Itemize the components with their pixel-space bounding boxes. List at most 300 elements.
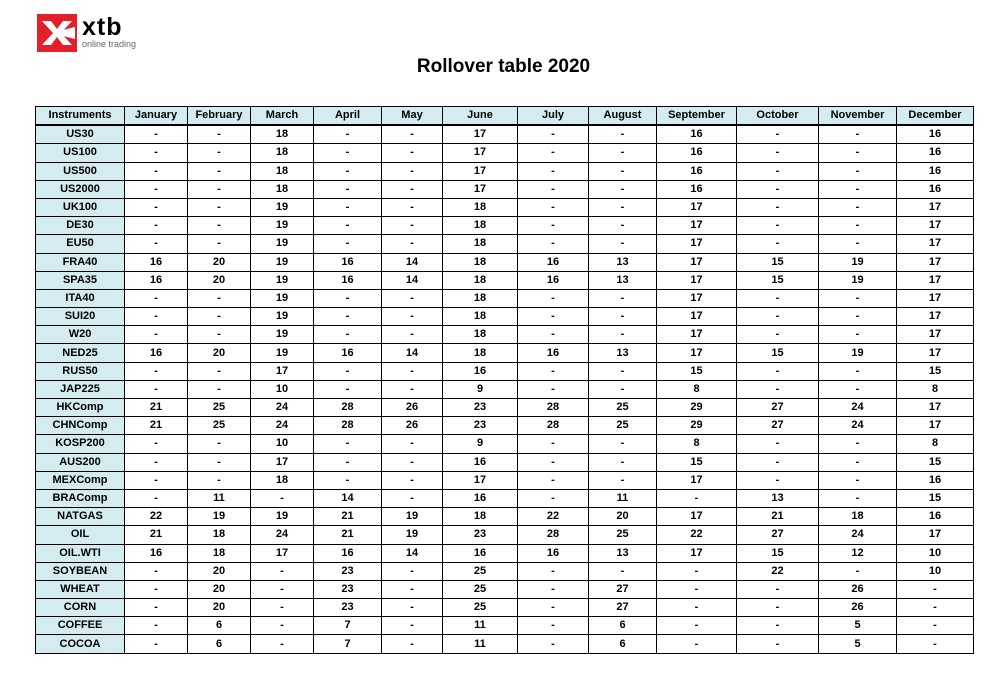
rollover-day-cell: - [382,471,443,489]
rollover-day-cell: 17 [897,289,974,307]
rollover-day-cell: 28 [314,417,382,435]
rollover-day-cell: 8 [657,435,737,453]
rollover-day-cell: - [382,380,443,398]
instrument-name: KOSP200 [36,435,125,453]
rollover-day-cell: - [314,144,382,162]
rollover-day-cell: 17 [657,471,737,489]
rollover-day-cell: 10 [897,544,974,562]
rollover-day-cell: 17 [443,471,518,489]
rollover-day-cell: 27 [589,599,657,617]
brand-name: xtb [82,13,123,41]
rollover-day-cell: - [737,180,819,198]
rollover-day-cell: 6 [188,635,251,653]
rollover-day-cell: 24 [251,417,314,435]
rollover-day-cell: 14 [382,271,443,289]
rollover-day-cell: - [819,308,897,326]
rollover-day-cell: - [188,326,251,344]
rollover-day-cell: 16 [125,253,188,271]
rollover-day-cell: 21 [314,526,382,544]
rollover-day-cell: - [657,599,737,617]
column-header-february: February [188,107,251,126]
rollover-day-cell: 23 [314,599,382,617]
instrument-name: JAP225 [36,380,125,398]
rollover-day-cell: - [382,453,443,471]
instrument-name: US30 [36,125,125,144]
rollover-day-cell: 29 [657,399,737,417]
rollover-day-cell: - [819,453,897,471]
rollover-day-cell: 16 [443,489,518,507]
rollover-day-cell: - [314,235,382,253]
rollover-day-cell: 17 [443,125,518,144]
instrument-name: OIL [36,526,125,544]
rollover-day-cell: 18 [443,271,518,289]
rollover-day-cell: 25 [188,417,251,435]
rollover-day-cell: 16 [443,362,518,380]
rollover-day-cell: 19 [251,326,314,344]
rollover-day-cell: 20 [188,580,251,598]
rollover-day-cell: 23 [314,562,382,580]
rollover-day-cell: - [589,235,657,253]
rollover-day-cell: - [251,617,314,635]
rollover-day-cell: 18 [819,508,897,526]
rollover-day-cell: - [589,380,657,398]
instrument-name: CORN [36,599,125,617]
instrument-name: RUS50 [36,362,125,380]
rollover-day-cell: 27 [737,399,819,417]
rollover-day-cell: 19 [819,344,897,362]
rollover-day-cell: - [314,125,382,144]
rollover-day-cell: - [819,217,897,235]
table-row [36,635,974,653]
rollover-day-cell: 17 [897,399,974,417]
rollover-day-cell: 16 [897,162,974,180]
rollover-day-cell: 18 [251,162,314,180]
rollover-day-cell: - [188,453,251,471]
rollover-day-cell: 17 [657,198,737,216]
rollover-day-cell: 20 [589,508,657,526]
rollover-day-cell: - [589,453,657,471]
rollover-day-cell: 25 [443,562,518,580]
rollover-day-cell: 5 [819,635,897,653]
rollover-day-cell: 15 [657,453,737,471]
rollover-day-cell: 16 [518,271,589,289]
rollover-day-cell: 17 [657,544,737,562]
table-row [36,162,974,180]
rollover-day-cell: 25 [188,399,251,417]
rollover-day-cell: - [819,435,897,453]
rollover-day-cell: 18 [443,326,518,344]
instrument-name: US2000 [36,180,125,198]
rollover-day-cell: 14 [382,253,443,271]
rollover-day-cell: - [589,471,657,489]
table-row [36,180,974,198]
rollover-day-cell: - [314,471,382,489]
rollover-day-cell: - [382,289,443,307]
column-header-november: November [819,107,897,126]
rollover-day-cell: 20 [188,344,251,362]
rollover-day-cell: 27 [589,580,657,598]
rollover-day-cell: 19 [382,508,443,526]
rollover-day-cell: - [125,180,188,198]
rollover-day-cell: 11 [188,489,251,507]
rollover-day-cell: - [657,580,737,598]
rollover-day-cell: 13 [589,544,657,562]
rollover-day-cell: - [188,198,251,216]
xtb-logo [37,14,136,52]
page-title: Rollover table 2020 [416,56,591,77]
rollover-day-cell: - [125,125,188,144]
rollover-day-cell: 16 [897,180,974,198]
rollover-day-cell: - [382,308,443,326]
table-row [36,289,974,307]
rollover-day-cell: 9 [443,380,518,398]
rollover-day-cell: 18 [251,180,314,198]
table-row [36,599,974,617]
rollover-day-cell: - [188,125,251,144]
rollover-day-cell: - [125,617,188,635]
rollover-day-cell: - [518,599,589,617]
rollover-day-cell: 17 [897,217,974,235]
rollover-day-cell: - [737,162,819,180]
rollover-day-cell: 26 [382,399,443,417]
rollover-day-cell: 16 [314,253,382,271]
table-row [36,271,974,289]
rollover-day-cell: - [897,635,974,653]
rollover-day-cell: 22 [518,508,589,526]
rollover-day-cell: 14 [382,344,443,362]
rollover-day-cell: - [589,144,657,162]
rollover-day-cell: 17 [657,308,737,326]
rollover-day-cell: 16 [897,125,974,144]
rollover-day-cell: - [188,162,251,180]
rollover-day-cell: - [737,144,819,162]
rollover-day-cell: - [589,308,657,326]
rollover-day-cell: 16 [518,344,589,362]
rollover-day-cell: - [819,362,897,380]
rollover-day-cell: - [518,198,589,216]
rollover-day-cell: 17 [657,253,737,271]
table-row [36,471,974,489]
rollover-day-cell: 18 [443,308,518,326]
rollover-day-cell: - [251,580,314,598]
rollover-day-cell: 17 [897,344,974,362]
table-row [36,489,974,507]
table-row [36,344,974,362]
rollover-day-cell: 11 [443,617,518,635]
rollover-day-cell: - [188,144,251,162]
column-header-instruments: Instruments [36,107,125,126]
table-row [36,562,974,580]
rollover-day-cell: 21 [125,399,188,417]
rollover-day-cell: 16 [897,144,974,162]
rollover-day-cell: - [382,580,443,598]
rollover-day-cell: - [589,435,657,453]
instrument-name: DE30 [36,217,125,235]
column-header-october: October [737,107,819,126]
table-row [36,144,974,162]
instrument-name: COFFEE [36,617,125,635]
rollover-day-cell: - [125,489,188,507]
rollover-day-cell: - [518,217,589,235]
instrument-name: SPA35 [36,271,125,289]
rollover-day-cell: - [518,162,589,180]
table-row [36,326,974,344]
rollover-day-cell: 19 [819,271,897,289]
rollover-day-cell: 24 [819,399,897,417]
rollover-day-cell: - [125,380,188,398]
rollover-day-cell: - [251,599,314,617]
rollover-day-cell: 17 [897,526,974,544]
rollover-day-cell: - [251,562,314,580]
rollover-day-cell: 21 [125,417,188,435]
rollover-day-cell: 18 [443,198,518,216]
rollover-day-cell: 13 [589,344,657,362]
rollover-day-cell: 6 [589,635,657,653]
rollover-day-cell: 22 [125,508,188,526]
rollover-day-cell: 21 [737,508,819,526]
instrument-name: SUI20 [36,308,125,326]
rollover-day-cell: - [188,308,251,326]
rollover-day-cell: - [737,471,819,489]
rollover-day-cell: - [125,453,188,471]
rollover-day-cell: 23 [443,399,518,417]
instrument-name: WHEAT [36,580,125,598]
rollover-day-cell: - [314,326,382,344]
rollover-day-cell: 13 [589,253,657,271]
rollover-day-cell: - [518,326,589,344]
rollover-day-cell: 16 [657,144,737,162]
rollover-day-cell: 29 [657,417,737,435]
rollover-day-cell: 28 [518,399,589,417]
rollover-day-cell: - [382,125,443,144]
rollover-day-cell: - [518,125,589,144]
rollover-day-cell: - [897,580,974,598]
rollover-day-cell: 16 [125,344,188,362]
column-header-july: July [518,107,589,126]
rollover-day-cell: - [314,198,382,216]
rollover-day-cell: 19 [819,253,897,271]
rollover-day-cell: - [125,362,188,380]
rollover-day-cell: 18 [251,125,314,144]
rollover-day-cell: - [314,453,382,471]
rollover-day-cell: - [125,599,188,617]
rollover-day-cell: - [314,180,382,198]
instrument-name: SOYBEAN [36,562,125,580]
instrument-name: FRA40 [36,253,125,271]
rollover-day-cell: 16 [443,544,518,562]
rollover-day-cell: 27 [737,417,819,435]
rollover-day-cell: - [188,435,251,453]
rollover-day-cell: 14 [382,544,443,562]
rollover-day-cell: - [125,435,188,453]
instrument-name: COCOA [36,635,125,653]
rollover-day-cell: - [382,180,443,198]
rollover-day-cell: - [737,453,819,471]
rollover-day-cell: 25 [443,599,518,617]
rollover-day-cell: - [125,198,188,216]
rollover-day-cell: 24 [251,526,314,544]
rollover-day-cell: 16 [897,508,974,526]
rollover-day-cell: 16 [443,453,518,471]
rollover-day-cell: 25 [589,526,657,544]
column-header-april: April [314,107,382,126]
rollover-day-cell: - [657,635,737,653]
rollover-table [35,106,974,654]
rollover-day-cell: - [737,380,819,398]
rollover-day-cell: - [314,217,382,235]
instrument-name: UK100 [36,198,125,216]
rollover-day-cell: - [125,162,188,180]
rollover-day-cell: 19 [251,198,314,216]
rollover-day-cell: - [819,289,897,307]
rollover-day-cell: 18 [188,544,251,562]
rollover-day-cell: - [125,562,188,580]
rollover-day-cell: 15 [897,362,974,380]
column-header-march: March [251,107,314,126]
rollover-day-cell: 10 [251,435,314,453]
rollover-day-cell: 7 [314,635,382,653]
rollover-day-cell: 14 [314,489,382,507]
rollover-day-cell: 15 [897,453,974,471]
rollover-day-cell: 25 [589,417,657,435]
rollover-day-cell: 19 [251,253,314,271]
rollover-day-cell: - [589,180,657,198]
rollover-day-cell: - [657,617,737,635]
rollover-day-cell: - [589,125,657,144]
table-row [36,399,974,417]
rollover-day-cell: - [589,562,657,580]
rollover-day-cell: 16 [518,544,589,562]
table-row [36,453,974,471]
rollover-day-cell: - [737,198,819,216]
rollover-day-cell: 16 [314,544,382,562]
rollover-day-cell: - [314,289,382,307]
table-row [36,435,974,453]
rollover-day-cell: - [518,471,589,489]
rollover-day-cell: 19 [251,344,314,362]
rollover-day-cell: 15 [737,253,819,271]
rollover-day-cell: - [589,326,657,344]
rollover-day-cell: 18 [251,471,314,489]
rollover-day-cell: 17 [657,271,737,289]
rollover-day-cell: 25 [443,580,518,598]
rollover-day-cell: - [188,362,251,380]
rollover-day-cell: - [819,380,897,398]
rollover-day-cell: - [737,125,819,144]
rollover-day-cell: - [518,489,589,507]
rollover-day-cell: 17 [251,453,314,471]
rollover-day-cell: 19 [382,526,443,544]
rollover-day-cell: 18 [443,235,518,253]
table-row [36,380,974,398]
rollover-day-cell: - [518,435,589,453]
rollover-day-cell: - [819,326,897,344]
rollover-day-cell: - [518,308,589,326]
rollover-day-cell: - [589,289,657,307]
rollover-day-cell: - [897,617,974,635]
table-row [36,125,974,144]
table-row [36,217,974,235]
rollover-day-cell: - [737,235,819,253]
rollover-day-cell: 27 [737,526,819,544]
table-row [36,526,974,544]
table-row [36,198,974,216]
rollover-day-cell: - [518,617,589,635]
rollover-day-cell: 15 [737,271,819,289]
rollover-day-cell: - [518,180,589,198]
rollover-day-cell: - [382,562,443,580]
rollover-day-cell: 17 [657,326,737,344]
rollover-day-cell: 7 [314,617,382,635]
rollover-day-cell: - [737,635,819,653]
rollover-day-cell: - [382,217,443,235]
rollover-day-cell: - [188,380,251,398]
rollover-day-cell: 16 [314,271,382,289]
rollover-day-cell: 17 [657,235,737,253]
rollover-day-cell: 23 [314,580,382,598]
rollover-day-cell: 8 [897,435,974,453]
rollover-day-cell: 24 [819,417,897,435]
rollover-day-cell: - [737,617,819,635]
rollover-day-cell: 16 [518,253,589,271]
rollover-day-cell: 28 [518,526,589,544]
rollover-day-cell: - [819,180,897,198]
rollover-day-cell: 22 [737,562,819,580]
rollover-day-cell: - [251,635,314,653]
rollover-day-cell: - [188,217,251,235]
rollover-day-cell: 8 [897,380,974,398]
rollover-day-cell: - [819,198,897,216]
rollover-day-cell: 5 [819,617,897,635]
rollover-day-cell: 16 [657,162,737,180]
instrument-name: MEXComp [36,471,125,489]
rollover-day-cell: - [518,635,589,653]
rollover-day-cell: 17 [657,344,737,362]
rollover-day-cell: 25 [589,399,657,417]
instrument-name: NED25 [36,344,125,362]
rollover-day-cell: 23 [443,417,518,435]
rollover-day-cell: 17 [251,362,314,380]
table-row [36,417,974,435]
rollover-day-cell: - [897,599,974,617]
instrument-name: EU50 [36,235,125,253]
rollover-day-cell: - [737,326,819,344]
rollover-day-cell: 26 [819,599,897,617]
rollover-day-cell: - [518,235,589,253]
rollover-day-cell: 6 [188,617,251,635]
rollover-day-cell: - [125,326,188,344]
rollover-day-cell: 18 [188,526,251,544]
rollover-day-cell: 16 [314,344,382,362]
rollover-day-cell: - [819,125,897,144]
rollover-day-cell: - [819,471,897,489]
rollover-day-cell: - [314,162,382,180]
rollover-day-cell: - [819,489,897,507]
rollover-day-cell: - [589,362,657,380]
rollover-day-cell: - [518,562,589,580]
rollover-day-cell: 10 [251,380,314,398]
rollover-day-cell: - [589,217,657,235]
rollover-day-cell: 24 [819,526,897,544]
rollover-day-cell: 16 [897,471,974,489]
rollover-day-cell: 19 [251,289,314,307]
rollover-day-cell: 17 [657,289,737,307]
table-row [36,508,974,526]
rollover-day-cell: - [125,217,188,235]
rollover-day-cell: 17 [897,271,974,289]
xtb-x-logo-icon [37,14,77,52]
rollover-day-cell: 16 [125,271,188,289]
